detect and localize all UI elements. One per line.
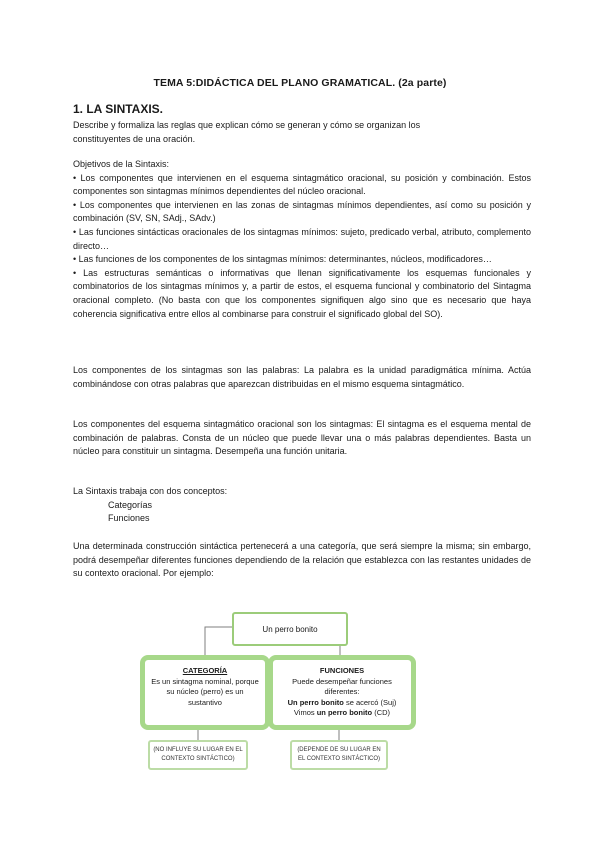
example-2-pre: Vimos — [293, 708, 317, 717]
diagram-funciones-box — [268, 655, 416, 730]
objective-item: • Las funciones sintácticas oracionales de los sintagmas mínimos: sujeto, predicado verbal, atributo, complemento directo… — [73, 226, 531, 251]
example-2-bold: un perro bonito — [316, 708, 373, 717]
objectives-heading: Objetivos de la Sintaxis: — [73, 159, 170, 169]
diagram-categoria-box — [140, 655, 270, 730]
example-2-rest: (CD) — [372, 708, 391, 717]
diagram-root-box — [232, 612, 348, 646]
objectives-section — [73, 158, 531, 321]
intro-paragraph — [73, 119, 531, 146]
paragraph-palabras: Los componentes de los sintagmas son las palabras: La palabra es la unidad paradigmática mínima. Actúa combinándose con otras palabras que aparezcan distribuidas en el mismo esquema sintagmático. — [73, 365, 531, 389]
objective-item: • Los componentes que intervienen en las zonas de sintagmas mínimos dependientes, así como su posición y combinación (SV, SN, SAdj., SAdv.) — [73, 199, 531, 224]
note-left-text: (NO INFLUYE SU LUGAR EN EL CONTEXTO SINTÁCTICO) — [153, 747, 243, 762]
paragraph-categoria: Una determinada construcción sintáctica pertenecerá a una categoría, que será siempre la misma; sin embargo, podrá desempeñar diferentes funciones dependiendo de la relación que establezca con las restantes unidades de su contexto oracional. Por ejemplo: — [73, 541, 531, 579]
concepto-categorias: Categorías — [108, 499, 153, 510]
objective-item: • Las funciones de los componentes de los sintagmas mínimos: determinantes, núcleos, modificadores… — [73, 254, 492, 265]
conceptos-section — [73, 485, 531, 526]
connector-left — [205, 627, 232, 655]
diagram-note-right — [290, 740, 388, 770]
concepto-funciones: Funciones — [108, 513, 150, 524]
note-right-text: (DEPENDE DE SU LUGAR EN EL CONTEXTO SINTÁCTICO) — [297, 747, 381, 762]
intro-line-2: constituyentes de una oración. — [73, 133, 196, 144]
diagram-root-label: Un perro bonito — [262, 624, 318, 634]
funciones-example-2 — [277, 708, 407, 719]
example-1-bold: Un perro bonito — [287, 697, 344, 707]
objective-item: • Los componentes que intervienen en el esquema sintagmático oracional, su posición y combinación. Estos componentes son sintagmas mínimos dependientes del núcleo oracional. — [73, 172, 531, 197]
conceptos-intro: La Sintaxis trabaja con dos conceptos: — [73, 486, 228, 496]
objective-item: • Las estructuras semánticas o informativas que llenan significativamente los esquemas funcionales y combinatorios de los sintagmas mínimos y, a partir de estos, el esquema funcional y combinatorio del Sintagma oracional completo. (No basta con que los componentes signifiquen algo sino que es necesario que haya coherencia significativa entre ellos al combinarse para construir el significado global del SO). — [73, 267, 531, 319]
diagram-note-left — [148, 740, 248, 770]
section-heading-sintaxis: 1. LA SINTAXIS. — [73, 102, 164, 116]
funciones-heading: FUNCIONES — [319, 666, 365, 675]
intro-line-1: Describe y formaliza las reglas que explican cómo se generan y cómo se organizan los — [73, 120, 421, 130]
document-title: TEMA 5:DIDÁCTICA DEL PLANO GRAMATICAL. (2a parte) — [153, 77, 447, 89]
paragraph-sintagmas: Los componentes del esquema sintagmático oracional son los sintagmas: El sintagma es el esquema mental de combinación de palabras. Consta de un núcleo que puede llevar una o más palabras dependientes. Basta un núcleo para constituir un sintagma. Desempeña una función unitaria. — [73, 419, 531, 457]
categoria-heading: CATEGORÍA — [182, 666, 228, 675]
funciones-example-1 — [277, 698, 407, 709]
funciones-text: Puede desempeñar funciones diferentes: — [292, 676, 392, 696]
categoria-text: Es un sintagma nominal, porque su núcleo (perro) es un sustantivo — [151, 676, 259, 707]
example-1-rest: se acercó (Suj) — [343, 697, 397, 707]
